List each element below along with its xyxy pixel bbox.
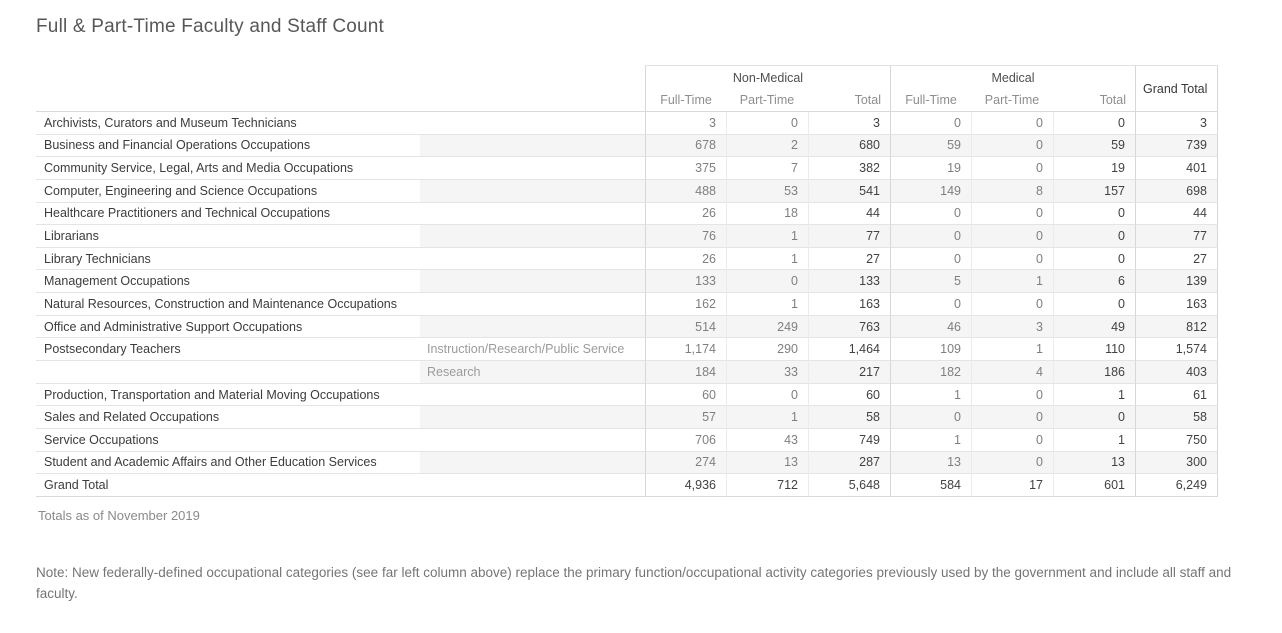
value-cell: 541 <box>808 180 890 203</box>
column-header-m-full-time: Full-Time <box>890 89 971 112</box>
value-cell: 59 <box>890 135 971 158</box>
value-cell: 1 <box>971 270 1053 293</box>
value-cell: 739 <box>1135 135 1218 158</box>
value-cell: 0 <box>1053 112 1135 135</box>
value-cell: 1 <box>726 406 808 429</box>
value-cell: 3 <box>971 316 1053 339</box>
value-cell: 0 <box>971 225 1053 248</box>
value-cell: 217 <box>808 361 890 384</box>
row-category-label: Postsecondary Teachers <box>36 338 420 361</box>
value-cell: 0 <box>971 112 1053 135</box>
value-cell: 133 <box>645 270 726 293</box>
row-subcategory-label <box>420 406 645 429</box>
value-cell: 110 <box>1053 338 1135 361</box>
value-cell: 0 <box>971 203 1053 226</box>
value-cell: 678 <box>645 135 726 158</box>
row-category-label: Business and Financial Operations Occupations <box>36 135 420 158</box>
row-category-label: Natural Resources, Construction and Maintenance Occupations <box>36 293 420 316</box>
value-cell: 749 <box>808 429 890 452</box>
value-cell: 0 <box>890 248 971 271</box>
row-subcategory-label <box>420 112 645 135</box>
value-cell: 13 <box>726 452 808 475</box>
value-cell: 403 <box>1135 361 1218 384</box>
value-cell: 26 <box>645 203 726 226</box>
value-cell: 58 <box>808 406 890 429</box>
value-cell: 584 <box>890 474 971 497</box>
value-cell: 1 <box>726 293 808 316</box>
value-cell: 0 <box>890 406 971 429</box>
value-cell: 0 <box>971 384 1053 407</box>
row-category-label: Office and Administrative Support Occupations <box>36 316 420 339</box>
value-cell: 60 <box>808 384 890 407</box>
value-cell: 58 <box>1135 406 1218 429</box>
value-cell: 0 <box>890 225 971 248</box>
value-cell: 26 <box>645 248 726 271</box>
table-caption: Totals as of November 2019 <box>38 508 200 523</box>
value-cell: 0 <box>726 384 808 407</box>
value-cell: 43 <box>726 429 808 452</box>
value-cell: 6,249 <box>1135 474 1218 497</box>
row-category-label: Student and Academic Affairs and Other Education Services <box>36 452 420 475</box>
table-corner-spacer <box>36 65 645 112</box>
value-cell: 0 <box>971 293 1053 316</box>
value-cell: 0 <box>1053 293 1135 316</box>
value-cell: 0 <box>1053 248 1135 271</box>
value-cell: 59 <box>1053 135 1135 158</box>
value-cell: 401 <box>1135 157 1218 180</box>
row-subcategory-label <box>420 248 645 271</box>
row-subcategory-label: Instruction/Research/Public Service <box>420 338 645 361</box>
value-cell: 0 <box>1053 203 1135 226</box>
column-group-non-medical: Non-Medical <box>645 65 890 89</box>
row-category-label: Computer, Engineering and Science Occupations <box>36 180 420 203</box>
value-cell: 6 <box>1053 270 1135 293</box>
row-category-label <box>36 361 420 384</box>
value-cell: 44 <box>1135 203 1218 226</box>
value-cell: 19 <box>890 157 971 180</box>
row-subcategory-label <box>420 157 645 180</box>
value-cell: 162 <box>645 293 726 316</box>
value-cell: 0 <box>971 135 1053 158</box>
value-cell: 0 <box>890 293 971 316</box>
value-cell: 44 <box>808 203 890 226</box>
row-subcategory-label <box>420 384 645 407</box>
value-cell: 812 <box>1135 316 1218 339</box>
value-cell: 53 <box>726 180 808 203</box>
value-cell: 8 <box>971 180 1053 203</box>
value-cell: 249 <box>726 316 808 339</box>
value-cell: 514 <box>645 316 726 339</box>
value-cell: 1 <box>890 429 971 452</box>
value-cell: 3 <box>808 112 890 135</box>
value-cell: 186 <box>1053 361 1135 384</box>
value-cell: 3 <box>645 112 726 135</box>
row-subcategory-label <box>420 429 645 452</box>
value-cell: 1 <box>726 248 808 271</box>
value-cell: 139 <box>1135 270 1218 293</box>
row-category-label: Grand Total <box>36 474 420 497</box>
value-cell: 3 <box>1135 112 1218 135</box>
row-subcategory-label <box>420 135 645 158</box>
value-cell: 13 <box>890 452 971 475</box>
value-cell: 0 <box>890 203 971 226</box>
value-cell: 1,574 <box>1135 338 1218 361</box>
page-title: Full & Part-Time Faculty and Staff Count <box>36 16 385 37</box>
row-subcategory-label <box>420 316 645 339</box>
value-cell: 57 <box>645 406 726 429</box>
value-cell: 763 <box>808 316 890 339</box>
value-cell: 184 <box>645 361 726 384</box>
value-cell: 27 <box>1135 248 1218 271</box>
value-cell: 706 <box>645 429 726 452</box>
column-group-medical: Medical <box>890 65 1135 89</box>
row-category-label: Production, Transportation and Material Moving Occupations <box>36 384 420 407</box>
value-cell: 76 <box>645 225 726 248</box>
value-cell: 698 <box>1135 180 1218 203</box>
value-cell: 4 <box>971 361 1053 384</box>
column-header-m-total: Total <box>1053 89 1135 112</box>
faculty-staff-table <box>36 65 1218 497</box>
row-category-label: Management Occupations <box>36 270 420 293</box>
column-header-nm-total: Total <box>808 89 890 112</box>
value-cell: 0 <box>971 452 1053 475</box>
value-cell: 49 <box>1053 316 1135 339</box>
column-header-m-part-time: Part-Time <box>971 89 1053 112</box>
value-cell: 4,936 <box>645 474 726 497</box>
value-cell: 0 <box>971 429 1053 452</box>
value-cell: 19 <box>1053 157 1135 180</box>
value-cell: 0 <box>971 157 1053 180</box>
value-cell: 375 <box>645 157 726 180</box>
value-cell: 163 <box>808 293 890 316</box>
value-cell: 182 <box>890 361 971 384</box>
value-cell: 0 <box>890 112 971 135</box>
row-subcategory-label <box>420 452 645 475</box>
row-category-label: Community Service, Legal, Arts and Media Occupations <box>36 157 420 180</box>
row-subcategory-label <box>420 225 645 248</box>
value-cell: 1,174 <box>645 338 726 361</box>
value-cell: 680 <box>808 135 890 158</box>
value-cell: 1 <box>1053 429 1135 452</box>
value-cell: 0 <box>1053 406 1135 429</box>
row-subcategory-label <box>420 270 645 293</box>
row-category-label: Librarians <box>36 225 420 248</box>
row-subcategory-label <box>420 474 645 497</box>
row-category-label: Library Technicians <box>36 248 420 271</box>
value-cell: 488 <box>645 180 726 203</box>
value-cell: 0 <box>1053 225 1135 248</box>
value-cell: 1 <box>726 225 808 248</box>
row-subcategory-label: Research <box>420 361 645 384</box>
value-cell: 0 <box>971 248 1053 271</box>
value-cell: 157 <box>1053 180 1135 203</box>
value-cell: 33 <box>726 361 808 384</box>
value-cell: 13 <box>1053 452 1135 475</box>
value-cell: 0 <box>971 406 1053 429</box>
footnote: Note: New federally-defined occupational categories (see far left column above) replace the primary function/occupational activity categories previously used by the government and include all staff and faculty. <box>36 565 1232 601</box>
value-cell: 274 <box>645 452 726 475</box>
value-cell: 27 <box>808 248 890 271</box>
value-cell: 601 <box>1053 474 1135 497</box>
value-cell: 149 <box>890 180 971 203</box>
value-cell: 7 <box>726 157 808 180</box>
value-cell: 77 <box>808 225 890 248</box>
column-header-nm-part-time: Part-Time <box>726 89 808 112</box>
value-cell: 1,464 <box>808 338 890 361</box>
row-subcategory-label <box>420 180 645 203</box>
row-subcategory-label <box>420 293 645 316</box>
row-category-label: Sales and Related Occupations <box>36 406 420 429</box>
row-subcategory-label <box>420 203 645 226</box>
value-cell: 163 <box>1135 293 1218 316</box>
value-cell: 750 <box>1135 429 1218 452</box>
value-cell: 1 <box>890 384 971 407</box>
row-category-label: Service Occupations <box>36 429 420 452</box>
value-cell: 287 <box>808 452 890 475</box>
value-cell: 77 <box>1135 225 1218 248</box>
column-header-grand-total: Grand Total <box>1135 65 1218 112</box>
value-cell: 290 <box>726 338 808 361</box>
value-cell: 46 <box>890 316 971 339</box>
value-cell: 2 <box>726 135 808 158</box>
value-cell: 712 <box>726 474 808 497</box>
value-cell: 18 <box>726 203 808 226</box>
value-cell: 17 <box>971 474 1053 497</box>
value-cell: 1 <box>1053 384 1135 407</box>
value-cell: 1 <box>971 338 1053 361</box>
value-cell: 60 <box>645 384 726 407</box>
value-cell: 382 <box>808 157 890 180</box>
row-category-label: Healthcare Practitioners and Technical Occupations <box>36 203 420 226</box>
row-category-label: Archivists, Curators and Museum Technicians <box>36 112 420 135</box>
value-cell: 0 <box>726 112 808 135</box>
value-cell: 109 <box>890 338 971 361</box>
value-cell: 0 <box>726 270 808 293</box>
value-cell: 300 <box>1135 452 1218 475</box>
value-cell: 5 <box>890 270 971 293</box>
column-header-nm-full-time: Full-Time <box>645 89 726 112</box>
value-cell: 61 <box>1135 384 1218 407</box>
value-cell: 5,648 <box>808 474 890 497</box>
value-cell: 133 <box>808 270 890 293</box>
